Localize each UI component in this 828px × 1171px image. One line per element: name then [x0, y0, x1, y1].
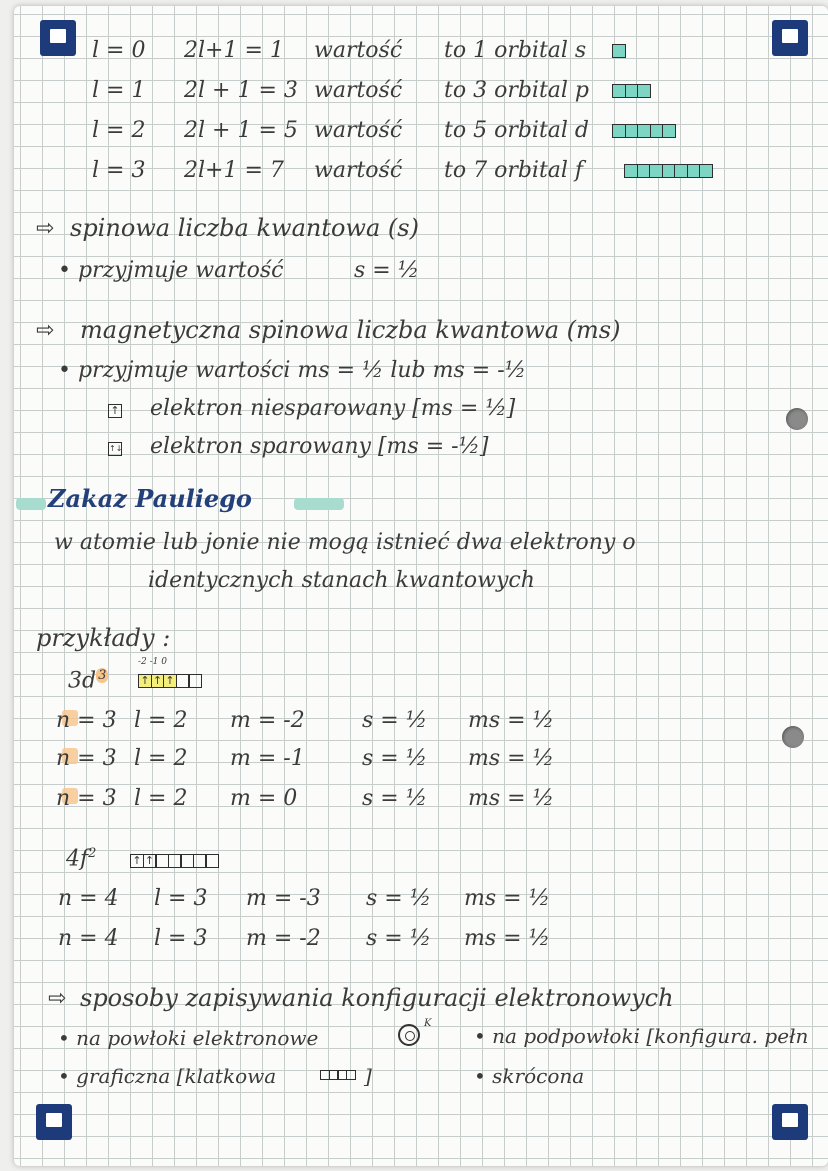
corner-marker-top-right	[772, 20, 808, 56]
quantum-m: m = -1	[230, 746, 305, 771]
orbital-description: to 5 orbital d	[444, 118, 590, 143]
method-item: • na powłoki elektronowe	[58, 1026, 319, 1050]
corner-marker-bottom-right	[772, 1104, 808, 1140]
notebook-page	[14, 6, 828, 1166]
paired-electron-box	[108, 442, 121, 456]
quantum-n: n = 3	[56, 746, 117, 771]
highlight-bar	[16, 498, 46, 510]
orbital-4f-name: 4f	[66, 846, 89, 872]
corner-marker-bottom-left	[36, 1104, 72, 1140]
empty-cell	[346, 1070, 356, 1080]
quantum-m: m = -3	[246, 886, 321, 911]
unpaired-electron-text: elektron niesparowany [ms = ½]	[150, 396, 516, 421]
quantum-n: n = 4	[58, 926, 119, 951]
orbital-cell	[637, 84, 651, 98]
quantum-ms: ms = ½	[468, 746, 554, 771]
empty-cell	[205, 854, 219, 868]
spin-heading: spinowa liczba kwantowa (s)	[70, 214, 419, 242]
mini-orbital-boxes	[320, 1070, 354, 1080]
quantum-l: l = 2	[134, 746, 188, 771]
highlight-bar	[294, 498, 344, 510]
quantum-ms: ms = ½	[464, 926, 550, 951]
quantum-m: m = -2	[246, 926, 321, 951]
orbital-description: to 3 orbital p	[444, 78, 590, 103]
empty-cell	[188, 674, 202, 688]
word: wartość	[314, 78, 403, 103]
quantum-n: n = 3	[56, 786, 117, 811]
orbital-boxes	[612, 84, 650, 98]
quantum-n: n = 4	[58, 886, 119, 911]
methods-heading: sposoby zapisywania konfiguracji elektronowych	[80, 984, 674, 1012]
paired-electron-text: elektron sparowany [ms = -½]	[150, 434, 489, 459]
quantum-n: n = 3	[56, 708, 117, 733]
orbital-boxes	[612, 124, 675, 138]
method-item: • graficzna [klatkowa	[58, 1064, 277, 1088]
orbital-4f-superscript: 2	[88, 846, 97, 861]
magnetic-spin-heading: magnetyczna spinowa liczba kwantowa (ms)	[80, 316, 621, 344]
l-value: l = 1	[92, 78, 146, 103]
quantum-ms: ms = ½	[468, 786, 554, 811]
quantum-l: l = 2	[134, 786, 188, 811]
m-labels: -2 -1 0	[138, 657, 167, 667]
orbital-4f-label	[66, 846, 96, 871]
word: wartość	[314, 38, 403, 63]
quantum-s: s = ½	[366, 886, 432, 911]
orbital-description: to 7 orbital f	[444, 158, 584, 183]
word: wartość	[314, 158, 403, 183]
arrow-icon: ⇨	[36, 318, 55, 343]
method-item: • skrócona	[474, 1064, 585, 1088]
quantum-l: l = 3	[154, 926, 208, 951]
arrow-icon: ⇨	[36, 216, 55, 241]
l-value: l = 3	[92, 158, 146, 183]
orbital-3d-label	[68, 668, 108, 693]
l-value: l = 2	[92, 118, 146, 143]
up-arrow-icon: ↑	[143, 854, 157, 868]
l-value: l = 0	[92, 38, 146, 63]
orbital-boxes	[624, 164, 712, 178]
quantum-s: s = ½	[362, 786, 428, 811]
quantum-m: m = -2	[230, 708, 305, 733]
orbital-4f-boxes	[130, 854, 218, 868]
spin-value: s = ½	[354, 258, 420, 283]
quantum-m: m = 0	[230, 786, 298, 811]
closing-bracket: ]	[364, 1064, 372, 1088]
quantum-l: l = 3	[154, 886, 208, 911]
quantum-s: s = ½	[366, 926, 432, 951]
word: wartość	[314, 118, 403, 143]
arrow-icon: ⇨	[48, 986, 67, 1011]
up-arrow-icon: ↑	[151, 674, 165, 688]
orbital-description: to 1 orbital s	[444, 38, 587, 63]
quantum-l: l = 2	[134, 708, 188, 733]
quantum-s: s = ½	[362, 708, 428, 733]
binder-hole	[782, 726, 804, 748]
up-down-arrow-icon: ↑↓	[108, 442, 122, 456]
formula: 2l+1 = 7	[184, 158, 284, 183]
atom-nucleus	[405, 1031, 415, 1041]
formula: 2l + 1 = 3	[184, 78, 298, 103]
method-item: • na podpowłoki [konfigura. pełn	[474, 1024, 809, 1048]
up-arrow-icon: ↑	[108, 404, 122, 418]
up-arrow-icon: ↑	[130, 854, 144, 868]
orbital-3d-boxes	[138, 674, 201, 688]
up-arrow-icon: ↑	[163, 674, 177, 688]
pauli-line-1: w atomie lub jonie nie mogą istnieć dwa elektrony o	[54, 530, 636, 555]
spin-line: • przyjmuje wartość	[58, 258, 284, 283]
up-arrow-icon: ↑	[138, 674, 152, 688]
atom-label: K	[424, 1018, 432, 1029]
orbital-3d-superscript: 3	[98, 668, 107, 683]
orbital-boxes	[612, 44, 625, 58]
binder-hole	[786, 408, 808, 430]
corner-marker-top-left	[40, 20, 76, 56]
formula: 2l+1 = 1	[184, 38, 284, 63]
pauli-title: Zakaz Pauliego	[48, 484, 252, 513]
examples-label: przykłady :	[36, 624, 171, 652]
pauli-line-2: identycznych stanach kwantowych	[148, 568, 535, 593]
unpaired-electron-box	[108, 404, 121, 418]
quantum-s: s = ½	[362, 746, 428, 771]
quantum-ms: ms = ½	[468, 708, 554, 733]
formula: 2l + 1 = 5	[184, 118, 298, 143]
quantum-ms: ms = ½	[464, 886, 550, 911]
orbital-cell	[612, 44, 626, 58]
orbital-3d-name: 3d	[68, 668, 97, 694]
atom-icon	[398, 1024, 420, 1046]
orbital-cell	[662, 124, 676, 138]
orbital-cell	[699, 164, 713, 178]
magnetic-spin-line: • przyjmuje wartości ms = ½ lub ms = -½	[58, 358, 526, 383]
